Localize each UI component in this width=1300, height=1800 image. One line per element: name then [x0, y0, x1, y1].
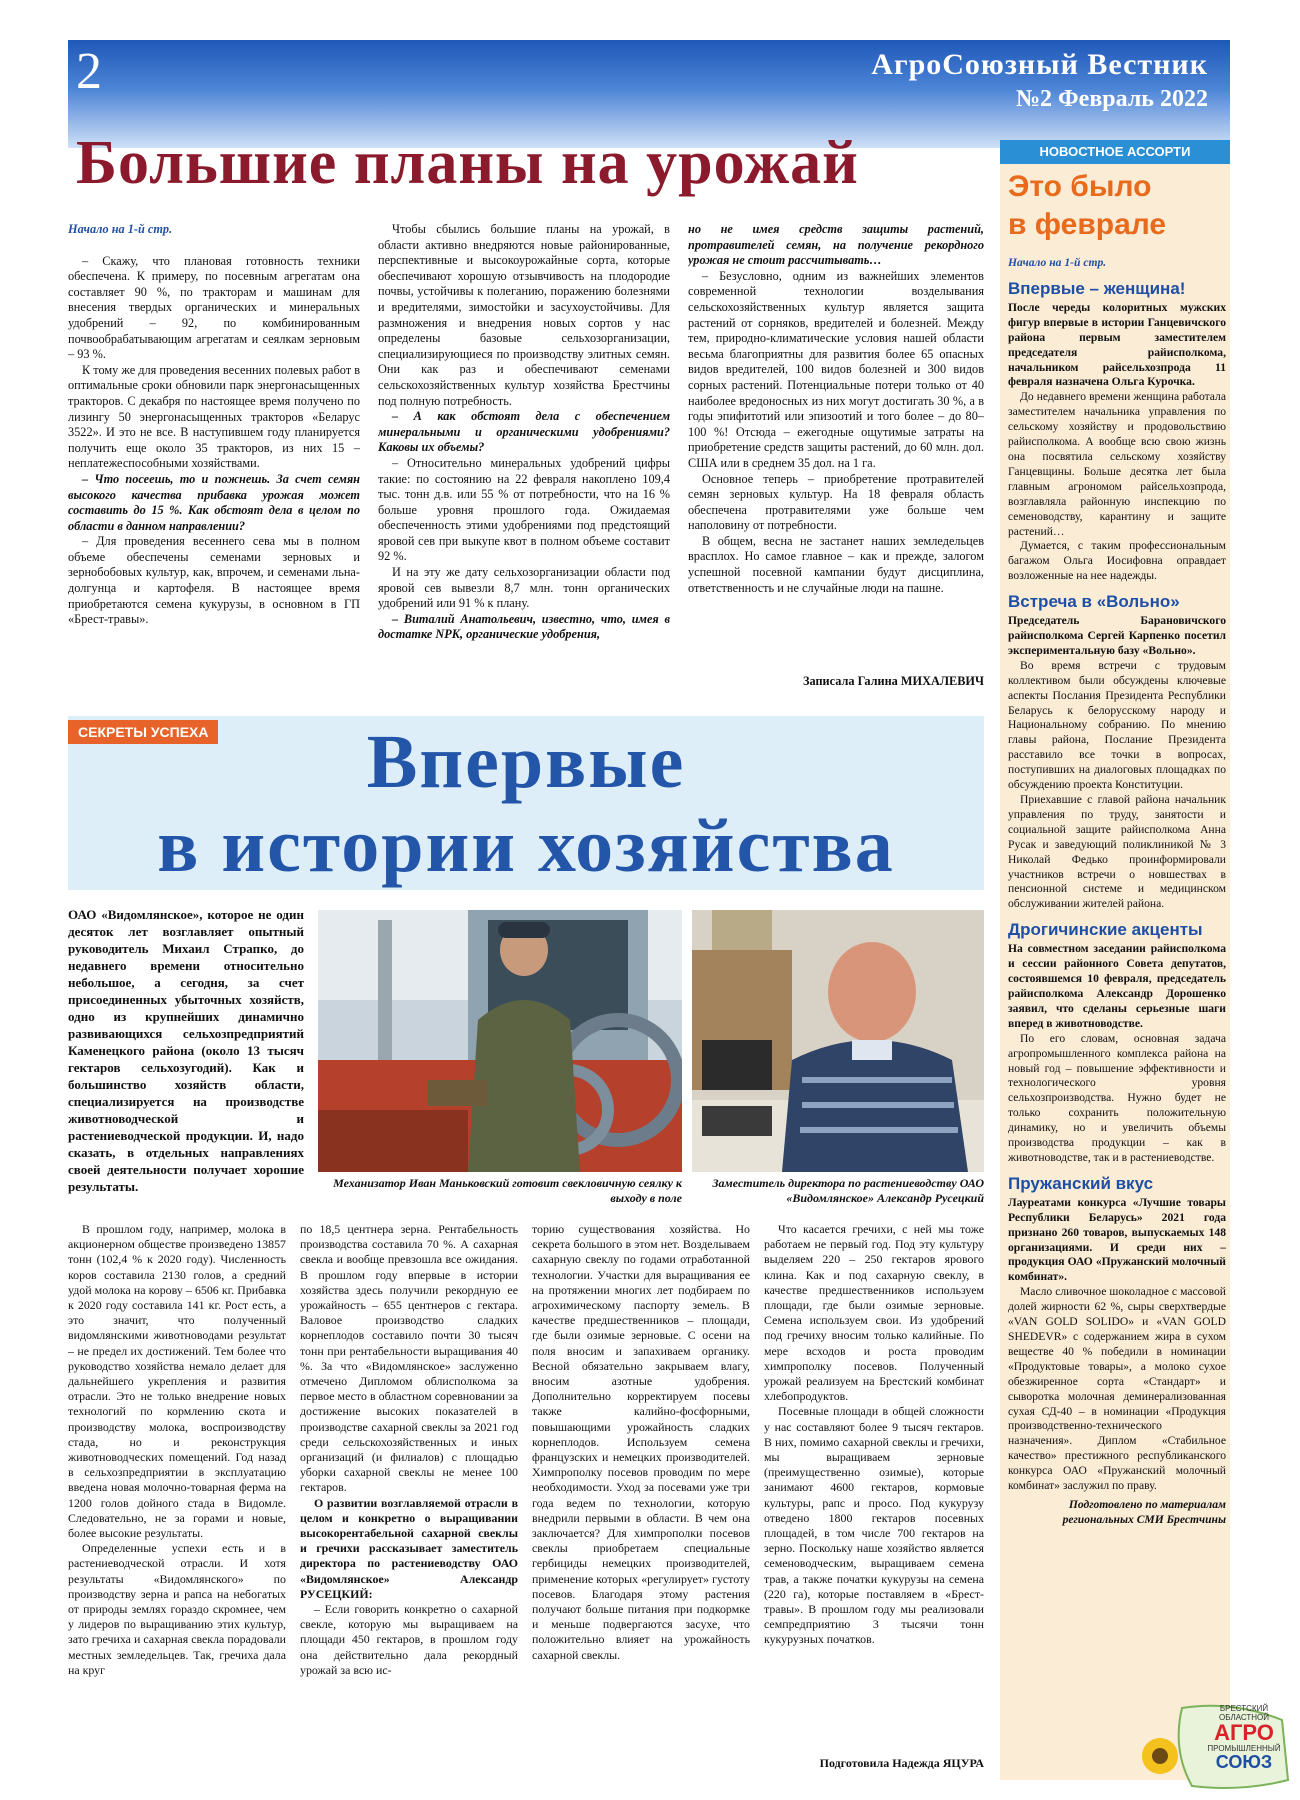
- news-heading-2: Встреча в «Вольно»: [1008, 592, 1180, 612]
- photo-deputy-director-image: [692, 910, 984, 1172]
- article2-lead: ОАО «Видомлянское», которое не один десяток лет возглавляет опытный руководитель Михаил Страпко, до недавнего времени относительно небольшое, а сегодня, за счет присоединенных убыточных хозяйств, одно из крупнейших динамично развивающихся сельхозпредприятий Каменецкого района (около 13 тысяч гектаров сельхозугодий). Как и большинство хозяйств области, специализируется на производстве животноводческой и растениеводческой продукции. И, надо сказать, в отдельных направлениях своей деятельности получает хорошие результаты.: [68, 907, 304, 1194]
- sidebar-tag: НОВОСТНОЕ АССОРТИ: [1000, 140, 1230, 164]
- news-lead-1: После череды колоритных мужских фигур впервые в истории Ганцевичского района первым заместителем председателя райисполкома, начальником райсельхозпрода 11 февраля назначена Ольга Курочка.: [1008, 300, 1226, 389]
- logo-line: ОБЛАСТНОЙ: [1218, 1713, 1270, 1722]
- article-paragraph: Посевные площади в общей сложности у нас составляют более 9 тысяч гектаров. В них, помимо сахарной свеклы и гречихи, мы выращиваем зерновые (преимущественно озимые), которые занимают 4600 гектаров, кормовые культуры, рапс и просо. Под кукурузу отведено 1800 гектаров посевных площадей, в том числе 700 гектаров на зерно. Поскольку наше хозяйство является семеноводческим, выращиваем семена трав, а также початки кукурузы на семена (220 га), которые поставляем в «Брест-травы». В прошлом году мы реализовали семпредприятию 3 тысячи тонн кукурузных початков.: [764, 1404, 984, 1647]
- article-paragraph: – Для проведения весеннего сева мы в полном объеме обеспечены семенами зерновых и зернобобовых культур, как, впрочем, и семенами льна-долгунца и картофеля. В настоящее время приобретаются семена кукурузы, в основном в ГП «Брест-травы».: [68, 534, 360, 627]
- article2-headline-line-1: Впервые: [366, 720, 686, 804]
- sidebar-signature: Подготовлено по материалам региональных СМИ Брестчины: [1062, 1497, 1226, 1526]
- continued-note: Начало на 1-й стр.: [68, 222, 173, 236]
- article-paragraph: по 18,5 центнера зерна. Рентабельность производства составила 70 %. А сахарная свекла и вообще превзошла все ожидания. В прошлом году впервые в истории хозяйства здесь получили рекордную ее урожайность – 655 центнеров с гектара. Валовое производство сладких корнеплодов составило почти 30 тысяч тонн при рентабельности выращивания 40 %. За что «Видомлянское» заслуженно отмечено Дипломом облисполкома за первое место в областном соревновании за достижение высоких показателей в производстве сахарной свеклы за 2021 год среди сельскохозяйственных и иных организаций (и филиалов) с площадью уборки сахарной свеклы не менее 100 гектаров.: [300, 1222, 518, 1495]
- section-tag: СЕКРЕТЫ УСПЕХА: [68, 720, 218, 744]
- article-paragraph: Основное теперь – приобретение протравителей семян зерновых культур. На 18 февраля область обеспечена протравителями уже больше чем наполовину от потребности.: [688, 471, 984, 533]
- article2-headline-line-2: в истории хозяйства: [157, 804, 895, 888]
- news-lead-4: Лауреатами конкурса «Лучшие товары Республики Беларусь» 2021 года признано 260 товаров, выпускаемых 148 организациями. И среди них – продукция ОАО «Пружанский молочный комбинат».: [1008, 1195, 1226, 1284]
- article-paragraph: Что касается гречихи, с ней мы тоже работаем не первый год. Под эту культуру выделяем 220 – 250 гектаров ярового клина. Как и под сахарную свеклу, в качестве предшественников используем площади, где были озимые зерновые. Семена используем свои. Из удобрений под гречиху вносим только калийные. По мере всходов и роста проводим химпрополку посевов. Полученный урожай реализуем на Брестский комбинат хлебопродуктов.: [764, 1222, 984, 1404]
- article-paragraph: И на эту же дату сельхозорганизации области под яровой сев вывезли 8,7 млн. тонн органических удобрений или 91 % к плану.: [378, 565, 670, 611]
- article-paragraph: Чтобы сбылись большие планы на урожай, в области активно внедряются новые районированные, перспективные и высокоурожайные сорта, которые обеспечивают хорошую отзывчивость на плодородие почвы, устойчивы к полеганию, поражению болезнями и вредителями, зимостойки и засухоустойчивы. Для размножения и внедрения новых сортов у нас определены базовые сельхозорганизации, специализирующиеся по производству элитных семян. Они как раз и обеспечивают семенами сельскохозяйственных культур хозяйства Брестчины под полную потребность.: [378, 222, 670, 408]
- article-paragraph: – Виталий Анатольевич, известно, что, имея в достатке NPK, органические удобрения,: [378, 611, 670, 642]
- news-lead-3: На совместном заседании райисполкома и сессии районного Совета депутатов, состоявшемся 10 февраля, председатель райисполкома Александр Дорошенко заявил, что сделаны серьезные шаги вперед в животноводстве.: [1008, 942, 1226, 1030]
- photo-mechanic: [318, 910, 682, 1172]
- news-paragraph: Масло сливочное шоколадное с массовой долей жирности 62 %, сыры сверхтвердые «VAN GOLD SOLIDO» и «VAN GOLD SHEDEVR» с содержанием жира в сухом веществе 40 % победили в номинации «Продуктовые товары», а молоко сухое обезжиренное сорта «Стандарт» и сыворотка молочная деминерализованная сухая СД-40 – в номинации «Продукция производственно-технического назначения». Диплом «Стабильное качество» престижного республиканского конкурса ОАО «Пружанский молочный комбинат» заслужил по праву.: [1008, 1285, 1226, 1493]
- article-paragraph: К тому же для проведения весенних полевых работ в оптимальные сроки обновили парк энергонасыщенных тракторов. С декабря по настоящее время получено по лизингу 50 энергонасыщенных тракторов «Беларус 3522». И это не все. В наступившем году планируется получить еще около 35 тракторов, из них 15 – неплатежеспособными хозяйствами.: [68, 362, 360, 471]
- logo-line: АГРО: [1214, 1720, 1274, 1745]
- article-paragraph: – Если говорить конкретно о сахарной свекле, которую мы выращиваем на площади 450 гектаров, в прошлом году она действительно дала рекордный урожай за всю ис-: [300, 1602, 518, 1677]
- news-lead-2: Председатель Барановичского райисполкома Сергей Карпенко посетил экспериментальную базу «Вольно».: [1008, 614, 1226, 657]
- article-paragraph: В общем, весна не застанет наших земледельцев врасплох. Но самое главное – как и прежде, залогом успешной посевной кампании будут дисциплина, ответственность и не случайные люди на пашне.: [688, 533, 984, 595]
- page-number: 2: [76, 43, 102, 100]
- article2-column-2: [300, 1222, 518, 1778]
- logo-text: [1196, 1704, 1292, 1771]
- news-paragraph: Думается, с таким профессиональным багажом Ольга Иосифовна оправдает возложенные на нее надежды.: [1008, 539, 1226, 583]
- logo-line: ПРОМЫШЛЕННЫЙ: [1207, 1744, 1281, 1753]
- news-heading-1: Впервые – женщина!: [1008, 278, 1186, 298]
- photo-mechanic-image: [318, 910, 682, 1172]
- news-heading-3: Дрогичинские акценты: [1008, 920, 1203, 940]
- article-paragraph: – Относительно минеральных удобрений цифры такие: по состоянию на 22 февраля накоплено 109,4 тыс. тонн д.в. или 55 % от потребности, что на 16 % больше уровня прошлого года. Ожидаемая обеспеченность этими удобрениями под предстоящий яровой сев при выкупе квот в полном объеме составит 92 %.: [378, 455, 670, 564]
- article-headline: Большие планы на урожай: [76, 129, 859, 197]
- article-signature: Записала Галина МИХАЛЕВИЧ: [802, 674, 984, 688]
- article2-column-4: [764, 1222, 984, 1752]
- news-paragraph: Во время встречи с трудовым коллективом были обсуждены ключевые аспекты Послания Президента Республики Беларусь к белорусскому народу и Национальному собранию. По мнению главы района, Послание Президента расставило все точки в вопросах, поступивших на диалоговых площадках по обсуждению проекта Конституции.: [1008, 658, 1226, 792]
- article-paragraph: – Что посеешь, то и пожнешь. За счет семян высокого качества прибавка урожая может составить до 15 %. Как обстоят дела в целом по области в данном направлении?: [68, 471, 360, 533]
- sidebar-body: [1008, 256, 1226, 1776]
- article-paragraph: – Скажу, что плановая готовность техники обеспечена. К примеру, по посевным агрегатам она составляет 90 %, по тракторам и машинам для внесения твердых органических и минеральных удобрений – 92, по комбинированным почвообрабатывающим агрегатам и сеялкам зерновым – 93 %.: [68, 253, 360, 362]
- sidebar-title-line-2: в феврале: [1008, 208, 1167, 241]
- article-paragraph: Определенные успехи есть и в растениеводческой отрасли. И хотя результаты «Видомлянского» по производству зерна и рапса на небогатых от природы землях гораздо скромнее, чем у лидеров по выращиванию этих культур, зато гречиха и сахарная свекла порадовали местных земледельцев. Так, гречиха дала на круг: [68, 1541, 286, 1677]
- article2-headline: [68, 720, 984, 888]
- sidebar-title-line-1: Это было: [1008, 170, 1152, 203]
- article2-column-3: [532, 1222, 750, 1778]
- news-sidebar: [1000, 140, 1230, 1780]
- article-column-2: [378, 222, 670, 692]
- photo-caption-2: Заместитель директора по растениеводству ОАО «Видомлянское» Александр Русецкий: [712, 1176, 984, 1205]
- article-paragraph: – Безусловно, одним из важнейших элементов современной технологии возделывания сельскохозяйственных культур является защита растений от сорняков, вредителей и болезней. Между тем, природно-климатические условия нашей области весьма благоприятны для развития более 65 опасных видов вредителей, 100 видов болезней и 300 видов сорных растений. Потенциальные потери только от 40 наиболее вредоносных из них могут достигать 30 %, а в годы эпифитотий или эпизоотий и того более – до 80–100 %! Отсюда – ежегодные ощутимые затраты на приобретение средств защиты растений, до 60 млн. дол. США или в среднем 35 дол. на 1 га.: [688, 268, 984, 470]
- issue-date: №2 Февраль 2022: [1015, 86, 1208, 112]
- article-paragraph: О развитии возглавляемой отрасли в целом и конкретно о выращивании высокорентабельной сахарной свеклы и гречихи рассказывает заместитель директора по растениеводству ОАО «Видомлянское» Александр РУСЕЦКИЙ:: [300, 1495, 518, 1601]
- news-paragraph: До недавнего времени женщина работала заместителем начальника управления по сельскому хозяйству и продовольствию райисполкома. А вообще всю свою жизнь она посвятила сельскому хозяйству Ганцевщины. Больше десятка лет была главным агрономом райсельхозпрода, возглавляла районную инспекцию по семеноводству, карантину и защите растений…: [1008, 390, 1226, 538]
- photo-caption-1: Механизатор Иван Маньковский готовит свекловичную сеялку к выходу в поле: [333, 1176, 682, 1205]
- article-paragraph: В прошлом году, например, молока в акционерном обществе произведено 13857 тонн (102,4 % к 2020 году). Численность коров составила 2130 голов, а средний удой молока на корову – 6506 кг. Прибавка к 2020 году составила 141 кг. Рост есть, а это значит, что полученный видомлянскими животноводами результат – не предел их достижений. Тем более что руководство хозяйства немало делает для дальнейшего укрепления и развития отрасли. Это не только внедрение новых технологий по кормлению скота и производству молока, воспроизводству стада, но и реконструкция животноводческих помещений. Год назад в сельхозпредприятии в эксплуатацию введена новая молочно-товарная ферма на 1200 голов дойного стада в Видомле. Следовательно, не за горами и новые, более высокие результаты.: [68, 1222, 286, 1541]
- article-column-1: [68, 222, 360, 692]
- news-heading-4: Пружанский вкус: [1008, 1173, 1154, 1193]
- photo-deputy-director: [692, 910, 984, 1172]
- sidebar-continued: Начало на 1-й стр.: [1008, 256, 1107, 269]
- sidebar-title: [1008, 168, 1228, 244]
- article2-signature: Подготовила Надежда ЯЦУРА: [819, 1756, 984, 1770]
- logo-line: БРЕСТСКИЙ: [1219, 1704, 1269, 1713]
- agro-union-logo: [1122, 1700, 1292, 1792]
- article-paragraph: торию существования хозяйства. Но секрета большого в этом нет. Возделываем сахарную свеклу по годами отработанной технологии. Участки для выращивания ее на протяжении многих лет подбираем по агрохимическому паспорту земель. В качестве предшественников – площади, где были озимые зерновые. С осени на поля вносим и запахиваем органику. Весной обязательно закрываем влагу, вносим азотные удобрения. Дополнительно корректируем посевы также калийно-фосфорными, повышающими урожайность сладких корнеплодов. Используем семена французских и немецких производителей. Химпрополку посевов проводим по мере необходимости. Уход за посевами уже три года ведем по технологии, которую внедрили первыми в области. В чем она заключается? Для химпрополки посевов свеклы приобретаем специальные гербициды немецких производителей, применение которых «регулирует» густоту посевов. Благодаря этому растения получают больше питания при подкормке и меньше подвергаются засухе, что положительно влияет на урожайность сахарной свеклы.: [532, 1222, 750, 1662]
- newspaper-name: АгроСоюзный Вестник: [871, 48, 1208, 81]
- article-paragraph: – А как обстоят дела с обеспечением минеральными и органическими удобрениями? Каковы их объемы?: [378, 409, 670, 455]
- news-paragraph: По его словам, основная задача агропромышленного комплекса района на новый год – повышение эффективности и технологического уровня сельхозпроизводства. Нужно будет не только сохранить положительную динамику, но и увеличить объемы производства продукции – как в животноводстве, так и в растениеводстве.: [1008, 1031, 1226, 1164]
- article2-column-1: [68, 1222, 286, 1778]
- article-column-3: [688, 222, 984, 692]
- article-paragraph: но не имея средств защиты растений, протравителей семян, на получение рекордного урожая не стоит рассчитывать…: [688, 222, 984, 268]
- news-paragraph: Приехавшие с главой района начальник управления по труду, занятости и социальной защите райисполкома Анна Русак и заведующий поликлиникой № 3 Николай Федько проинформировали участников встречи о новшествах в пенсионной системе и медицинском обслуживании жителей района.: [1008, 793, 1226, 911]
- article2-banner: [68, 716, 984, 890]
- logo-line: СОЮЗ: [1215, 1752, 1273, 1772]
